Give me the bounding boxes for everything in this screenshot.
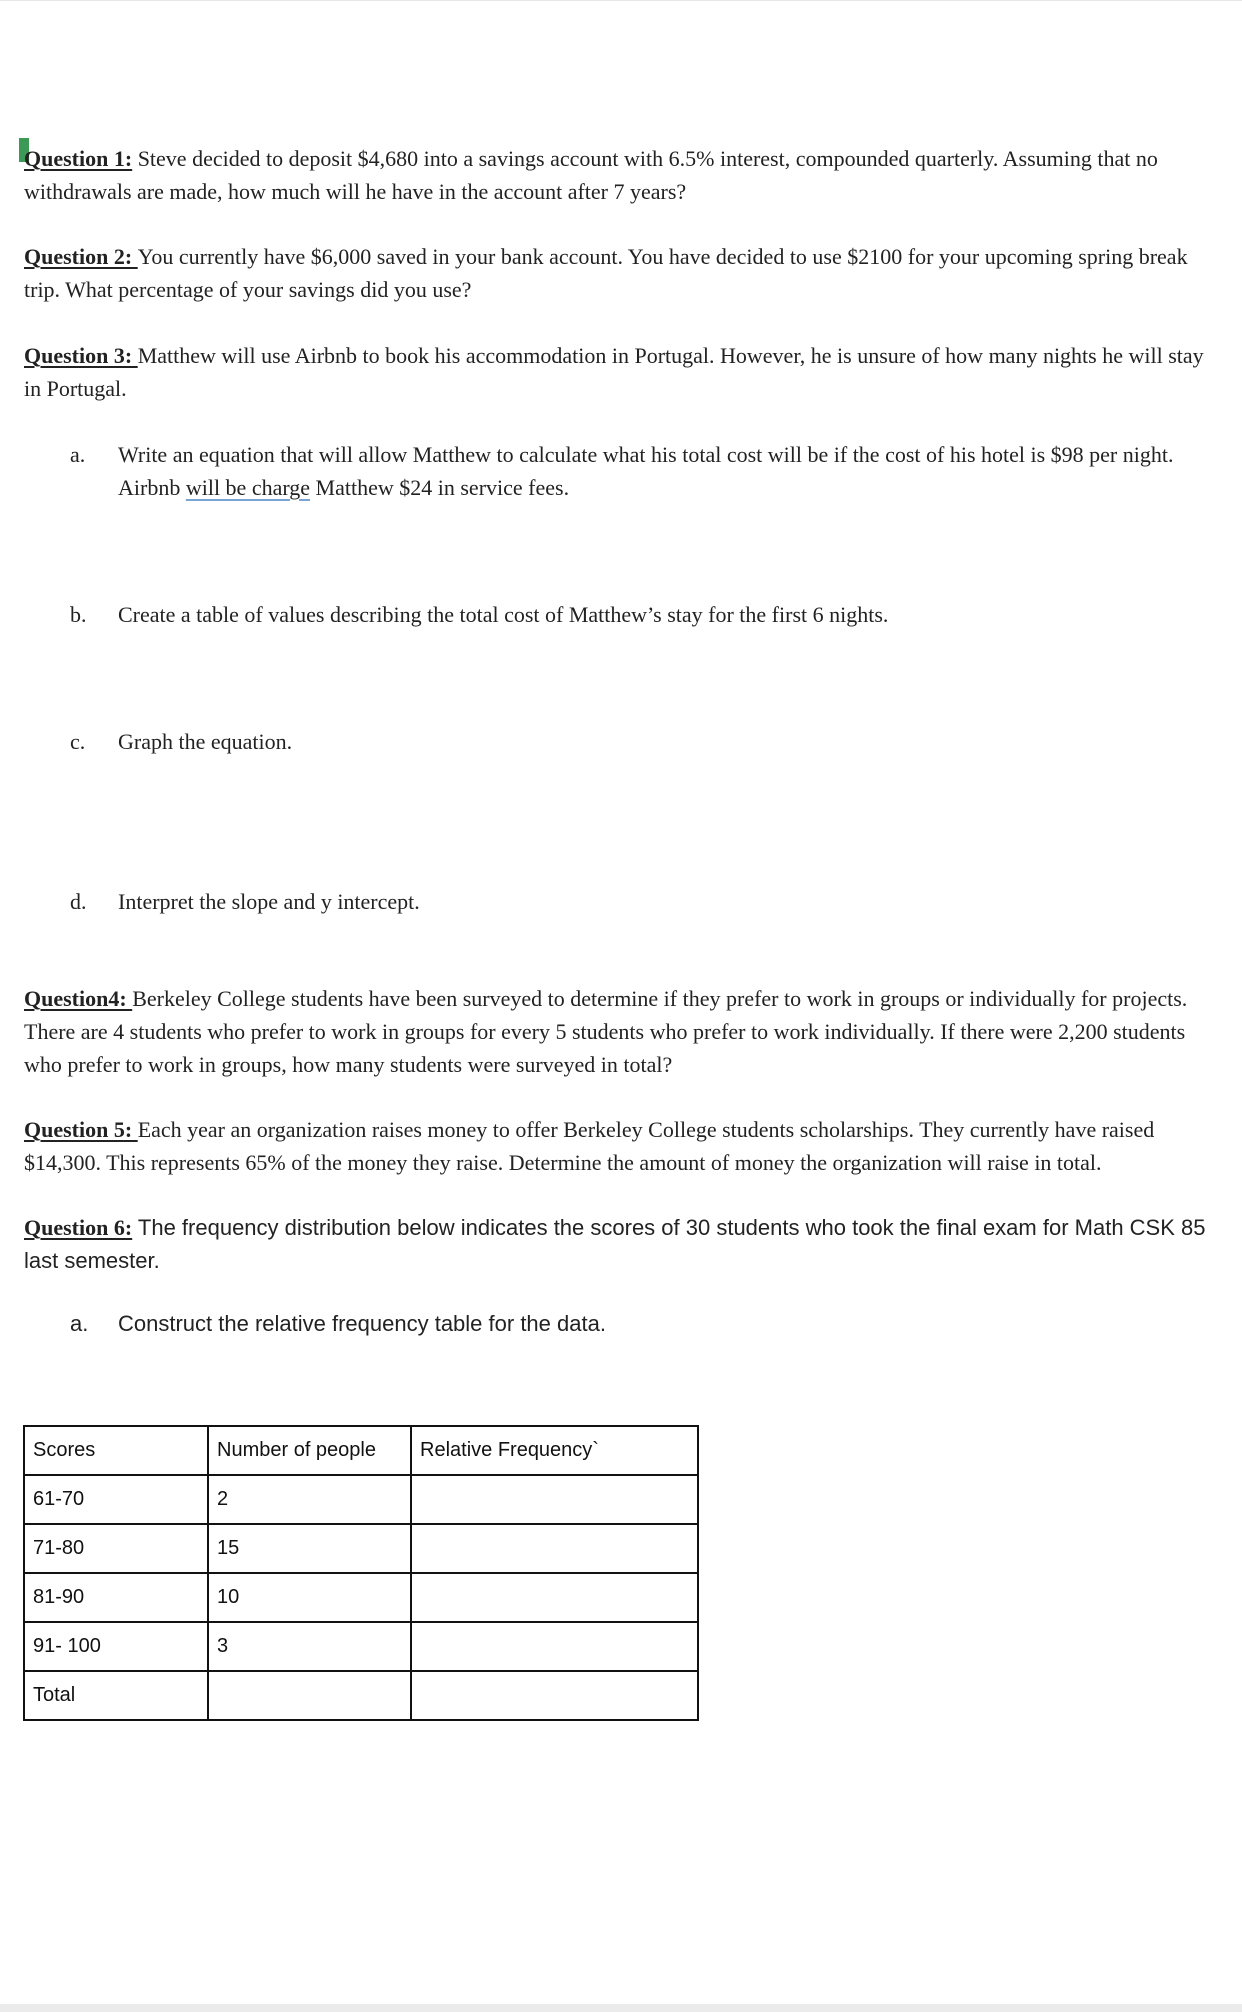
question-3-part-d (70, 885, 1240, 918)
part-letter: c. (70, 729, 86, 754)
question-3 (24, 339, 1224, 405)
part-d-text: Interpret the slope and y intercept. (118, 889, 420, 914)
question-4-label: Question4: (24, 986, 133, 1011)
question-6 (24, 1211, 1224, 1277)
top-divider (0, 0, 1242, 1)
question-5-label: Question 5: (24, 1117, 138, 1142)
question-6-text: The frequency distribution below indicates the scores of 30 students who took the final exam for Math CSK 85 last semester. (24, 1215, 1206, 1273)
part-c-text: Graph the equation. (118, 729, 293, 754)
question-2-text: You currently have $6,000 saved in your bank account. You have decided to use $2100 for your upcoming spring break trip. What percentage of your savings did you use? (24, 244, 1188, 302)
part-b-text: Create a table of values describing the total cost of Matthew’s stay for the first 6 nights. (118, 602, 889, 627)
part-letter: a. (70, 1311, 89, 1336)
table-cell: 81-90 (24, 1573, 208, 1622)
table-cell: 3 (208, 1622, 411, 1671)
bottom-scroll-bar (0, 2004, 1242, 2012)
table-cell: 15 (208, 1524, 411, 1573)
table-header-cell: Scores (24, 1426, 208, 1475)
question-6-label: Question 6: (24, 1215, 133, 1240)
table-header-cell: Number of people (208, 1426, 411, 1475)
table-cell[interactable] (411, 1622, 698, 1671)
part-a-suggestion-underline[interactable]: will be charge (185, 475, 311, 500)
q6-part-a-text: Construct the relative frequency table for the data. (118, 1311, 606, 1336)
table-row (24, 1622, 698, 1671)
table-cell: Total (24, 1671, 208, 1720)
question-3-label: Question 3: (24, 343, 138, 368)
part-a-text-before: Write an equation that will allow Matthew to calculate what his total cost will be if the cost of his hotel is $98 per night. Airbnb (118, 442, 1174, 500)
question-4-text: Berkeley College students have been surveyed to determine if they prefer to work in groups or individually for projects. There are 4 students who prefer to work in groups for every 5 students who prefer to work individually. If there were 2,200 students who prefer to work in groups, how many students were surveyed in total? (24, 986, 1188, 1077)
table-cell[interactable] (411, 1524, 698, 1573)
table-cell[interactable] (411, 1671, 698, 1720)
table-row (24, 1524, 698, 1573)
question-1-label: Question 1: (24, 146, 133, 171)
question-4 (24, 982, 1224, 1081)
question-2 (24, 240, 1224, 306)
question-3-part-a (70, 438, 1240, 504)
table-row (24, 1573, 698, 1622)
table-row (24, 1475, 698, 1524)
question-3-text: Matthew will use Airbnb to book his accommodation in Portugal. However, he is unsure of how many nights he will stay in Portugal. (24, 343, 1204, 401)
question-5 (24, 1113, 1224, 1179)
question-5-text: Each year an organization raises money to offer Berkeley College students scholarships. They currently have raised $14,300. This represents 65% of the money they raise. Determine the amount of money the organization will raise in total. (24, 1117, 1155, 1175)
question-1-text: Steve decided to deposit $4,680 into a savings account with 6.5% interest, compounded quarterly. Assuming that no withdrawals are made, how much will he have in the account after 7 years? (24, 146, 1158, 204)
table-cell: 2 (208, 1475, 411, 1524)
table-cell: 10 (208, 1573, 411, 1622)
part-letter: b. (70, 602, 87, 627)
question-6-part-a (70, 1307, 1240, 1340)
table-header-cell: Relative Frequency` (411, 1426, 698, 1475)
table-cell: 91- 100 (24, 1622, 208, 1671)
part-a-text-after: Matthew $24 in service fees. (310, 475, 570, 500)
question-1 (24, 142, 1224, 208)
table-cell[interactable] (411, 1475, 698, 1524)
table-row (24, 1671, 698, 1720)
part-letter: a. (70, 442, 86, 467)
question-3-part-b (70, 598, 1240, 631)
table-cell[interactable] (208, 1671, 411, 1720)
table-cell: 71-80 (24, 1524, 208, 1573)
frequency-table (23, 1425, 699, 1721)
question-2-label: Question 2: (24, 244, 138, 269)
part-letter: d. (70, 889, 87, 914)
question-3-part-c (70, 725, 1240, 758)
table-cell[interactable] (411, 1573, 698, 1622)
table-header-row (24, 1426, 698, 1475)
table-cell: 61-70 (24, 1475, 208, 1524)
